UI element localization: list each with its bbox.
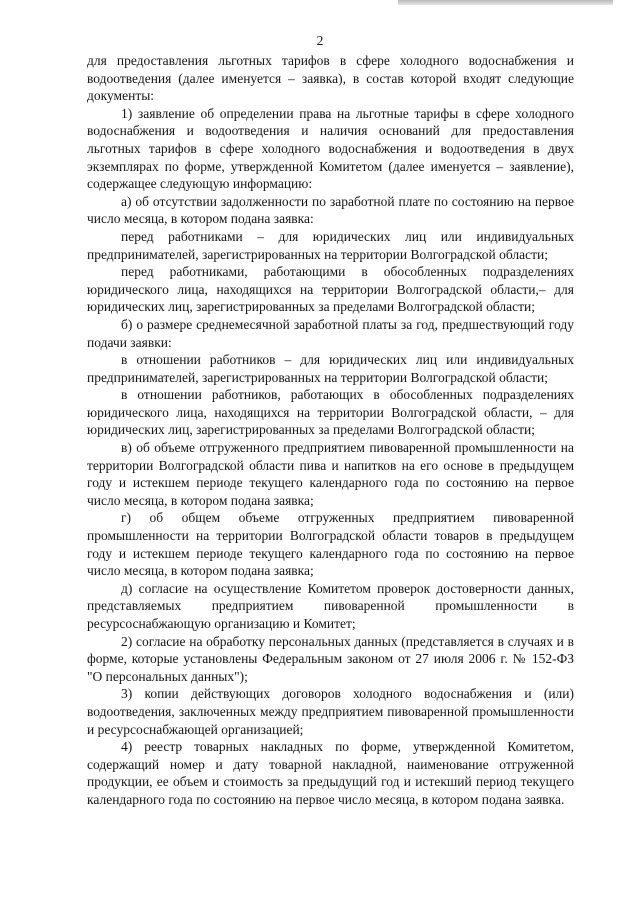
paragraph-subitem-g: г) об общем объеме отгруженных предприятием пивоваренной промышленности на территории Волгоградской области товаров в предыдущем году и истекшем периоде текущего календарного года по состоянию на первое число месяца, в котором подана заявка; — [87, 510, 574, 579]
paragraph-item-2: 2) согласие на обработку персональных данных (представляется в случаях и в форме, которые установлены Федеральным законом от 27 июля 2006 г. № 152-ФЗ "О персональных данных"); — [87, 633, 574, 684]
paragraph-item-1: 1) заявление об определении права на льготные тарифы в сфере холодного водоснабжения и водоотведения и наличия оснований для предоставления льготных тарифов в сфере холодного водоснабжения и водоотведения в двух экземплярах по форме, утвержденной Комитетом (далее именуется – заявление), содержащее следующую информацию: — [87, 105, 574, 192]
paragraph-subitem-b-2: в отношении работников, работающих в обособленных подразделениях юридического лица, находящихся на территории Волгоградской области, – для юридических лиц, зарегистрированных за пределами Волгоградской области; — [87, 387, 574, 438]
page-number: 2 — [316, 33, 324, 48]
paragraph-item-3: 3) копии действующих договоров холодного водоснабжения и (или) водоотведения, заключенных между предприятием пивоваренной промышленности и ресурсоснабжающей организацией; — [87, 686, 574, 737]
paragraph-subitem-d: д) согласие на осуществление Комитетом проверок достоверности данных, представляемых предприятием пивоваренной промышленности в ресурсоснабжающую организацию и Комитет; — [87, 580, 574, 631]
paragraph-intro: для предоставления льготных тарифов в сфере холодного водоснабжения и водоотведения (далее именуется – заявка), в состав которой входят следующие документы: — [87, 53, 574, 104]
paragraph-subitem-b: б) о размере среднемесячной заработной платы за год, предшествующий году подачи заявки: — [87, 316, 574, 350]
scan-edge-mark — [398, 0, 613, 5]
paragraph-subitem-a-1: перед работниками – для юридических лиц или индивидуальных предпринимателей, зарегистрированных на территории Волгоградской области; — [87, 228, 574, 262]
paragraph-subitem-a: а) об отсутствии задолженности по заработной плате по состоянию на первое число месяца, в котором подана заявка: — [87, 193, 574, 227]
paragraph-subitem-a-2: перед работниками, работающими в обособленных подразделениях юридического лица, находящихся на территории Волгоградской области,– для юридических лиц, зарегистрированных за пределами Волгоградской области; — [87, 264, 574, 315]
paragraph-subitem-b-1: в отношении работников – для юридических лиц или индивидуальных предпринимателей, зарегистрированных на территории Волгоградской области; — [87, 352, 574, 385]
document-body — [87, 52, 574, 809]
paragraph-item-4: 4) реестр товарных накладных по форме, утвержденной Комитетом, содержащий номер и дату товарной накладной, наименование отгруженной продукции, ее объем и стоимость за предыдущий год и истекший период текущего календарного года по состоянию на первое число месяца, в котором подана заявка. — [87, 739, 574, 807]
paragraph-subitem-v: в) об объеме отгруженного предприятием пивоваренной промышленности на территории Волгоградской области пива и напитков на его основе в предыдущем году и истекшем периоде текущего календарного года по состоянию на первое число месяца, в котором подана заявка; — [87, 440, 574, 508]
